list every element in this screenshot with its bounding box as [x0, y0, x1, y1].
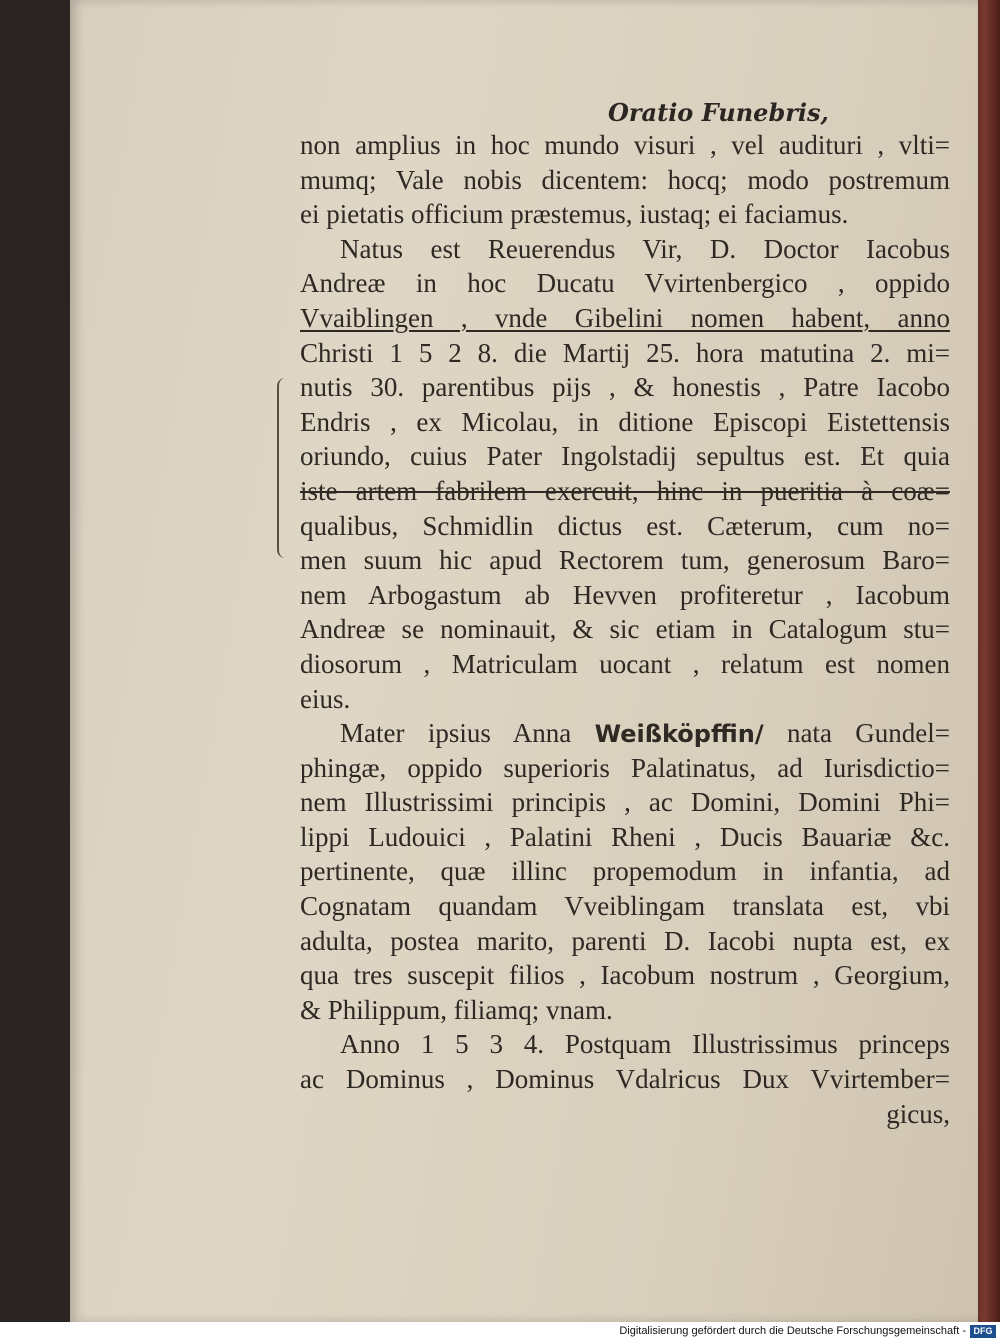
- text-fragment: Mater ipsius Anna: [340, 718, 572, 749]
- text-line: men suum hic apud Rectorem tum, generosum Baro=: [300, 545, 950, 576]
- text-line: Natus est Reuerendus Vir, D. Doctor Iacobus: [340, 233, 950, 264]
- running-header: Oratio Funebris,: [608, 98, 829, 127]
- text-line: & Philippum, filiamq; vnam.: [300, 994, 613, 1025]
- funding-notice: Digitalisierung gefördert durch die Deutsche Forschungsgemeinschaft -: [619, 1325, 966, 1337]
- text-line: qualibus, Schmidlin dictus est. Cæterum, cum no=: [300, 510, 950, 541]
- text-line: ac Dominus , Dominus Vdalricus Dux Vvirtember=: [300, 1064, 950, 1095]
- margin-bracket-mark: [277, 378, 289, 558]
- dfg-logo: DFG: [970, 1325, 996, 1338]
- digitization-footer: [0, 1322, 1000, 1342]
- text-line: qua tres suscepit filios , Iacobum nostrum , Georgium,: [300, 960, 950, 991]
- text-line: Endris , ex Micolau, in ditione Episcopi Eistettensis: [300, 406, 950, 437]
- catchword: gicus,: [886, 1098, 950, 1129]
- text-line: lippi Ludouici , Palatini Rheni , Ducis Bauariæ &c.: [300, 821, 950, 852]
- text-line: Andreæ se nominauit, & sic etiam in Catalogum stu=: [300, 614, 950, 645]
- text-line: Anno 1 5 3 4. Postquam Illustrissimus princeps: [340, 1029, 950, 1060]
- text-line-mixed: [300, 716, 950, 751]
- text-line-underlined: Vvaiblingen , vnde Gibelini nomen habent, anno: [300, 302, 950, 333]
- text-line: eius.: [300, 683, 351, 714]
- text-line: Christi 1 5 2 8. die Martij 25. hora matutina 2. mi=: [300, 337, 950, 368]
- text-line: Cognatam quandam Vveiblingam translata est, vbi: [300, 891, 950, 922]
- text-line: adulta, postea marito, parenti D. Iacobi nupta est, ex: [300, 925, 950, 956]
- blackletter-name: Weißköpffin/: [594, 720, 764, 749]
- text-line: diosorum , Matriculam uocant , relatum est nomen: [300, 648, 950, 679]
- text-line: nutis 30. parentibus pijs , & honestis , Patre Iacobo: [300, 372, 950, 403]
- text-line-struck: iste artem fabrilem exercuit, hinc in pueritia à coæ=: [300, 475, 950, 506]
- text-line: Andreæ in hoc Ducatu Vvirtenbergico , oppido: [300, 268, 950, 299]
- text-line: nem Illustrissimi principis , ac Domini, Domini Phi=: [300, 787, 950, 818]
- text-line: pertinente, quæ illinc propemodum in infantia, ad: [300, 856, 950, 887]
- text-line: nem Arbogastum ab Hevven profiteretur , Iacobum: [300, 579, 950, 610]
- text-line: phingæ, oppido superioris Palatinatus, ad Iurisdictio=: [300, 752, 950, 783]
- text-line: oriundo, cuius Pater Ingolstadij sepultus est. Et quia: [300, 441, 950, 472]
- text-fragment: nata Gundel=: [786, 718, 951, 749]
- page-text: [300, 128, 950, 1131]
- text-line: ei pietatis officium præstemus, iustaq; ei faciamus.: [300, 199, 849, 230]
- text-line: non amplius in hoc mundo visuri , vel audituri , vlti=: [300, 130, 950, 160]
- text-line: mumq; Vale nobis dicentem: hocq; modo postremum: [300, 164, 950, 195]
